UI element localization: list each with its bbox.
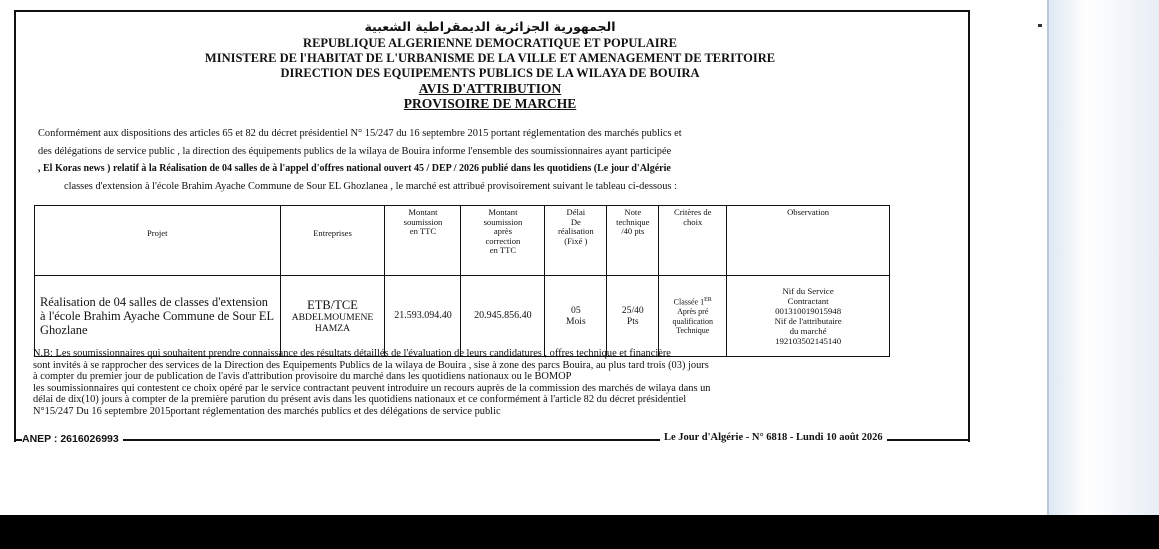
intro-line: des délégations de service public , la direction des équipements publics de la wilaya de Bouira informe l'ensemble des soumissionnaires ayant participée — [38, 145, 672, 157]
col-header-montant-soumission: Montant soumission en TTC — [385, 206, 461, 276]
nb-paragraph — [33, 348, 958, 418]
col-header-criteres: Critères de choix — [659, 206, 727, 276]
nb-line: les soumissionnaires qui contestent ce choix opéré par le service contractant peuvent introduire un recours auprès de la commission des marchés de wilaya dans un — [33, 382, 711, 394]
cell-montant-soumission: 21.593.094.40 — [385, 276, 461, 357]
notice-subtitle: PROVISOIRE DE MARCHE — [403, 96, 577, 111]
attribution-table — [34, 205, 890, 357]
direction-title: DIRECTION DES EQUIPEMENTS PUBLICS DE LA WILAYA DE BOUIRA — [280, 66, 700, 80]
nb-line: N.B: Les soumissionnaires qui souhaitent prendre connaissance des résultats détaillés de l'évaluation de leurs candidatures , offres technique et financière — [33, 348, 671, 359]
col-header-note: Note technique /40 pts — [607, 206, 659, 276]
arabic-republic-title: الجمهورية الجزائرية الديمقراطية الشعبية — [364, 19, 616, 34]
table-row — [35, 276, 890, 357]
nb-line: N°15/247 Du 16 septembre 2015portant réglementation des marchés publics et des délégations de service public — [33, 405, 501, 417]
cell-observation: Nif du Service Contractant 001310019015948 Nif de l'attributaire du marché 192103502145140 — [727, 276, 890, 357]
col-header-projet: Projet — [35, 206, 281, 276]
table-header-row — [35, 206, 890, 276]
cell-note: 25/40 Pts — [607, 276, 659, 357]
cell-criteres: Classée 1ER Après pré qualification Technique — [659, 276, 727, 357]
nb-line: à compter du premier jour de publication de l'avis d'attribution provisoire du marché dans les quotidiens nationaux ou le BOMOP — [33, 371, 572, 383]
cell-projet: Réalisation de 04 salles de classes d'extension à l'école Brahim Ayache Commune de Sour EL Ghozlane — [35, 276, 281, 357]
anep-reference: ANEP : 2616026993 — [22, 433, 123, 445]
nb-line: sont invités à se rapprocher des services de la Direction des Equipements Publics de la wilaya de Bouira , sise à zone des parcs Bouira, au plus tard trois (03) jours — [33, 359, 709, 371]
scan-edge-mark — [1038, 24, 1042, 27]
col-header-observation: Observation — [727, 206, 890, 276]
scan-seam — [1047, 0, 1049, 515]
republic-title: REPUBLIQUE ALGERIENNE DEMOCRATIQUE ET POPULAIRE — [303, 36, 677, 50]
ministry-title: MINISTERE DE l'HABITAT DE L'URBANISME DE LA VILLE ET AMENAGEMENT DE TERITOIRE — [204, 51, 776, 65]
notice-header — [20, 18, 960, 111]
notice-title: AVIS D'ATTRIBUTION — [418, 81, 562, 96]
intro-line: , El Koras news ) relatif à la Réalisation de 04 salles de à l'appel d'offres national ouvert 45 / DEP / 2026 publié dans les quotidiens (Le jour d'Algérie — [38, 163, 671, 174]
col-header-entreprises: Entreprises — [280, 206, 385, 276]
journal-reference: Le Jour d'Algérie - N° 6818 - Lundi 10 août 2026 — [660, 432, 887, 443]
col-header-delai: Délai De réalisation (Fixé ) — [545, 206, 607, 276]
cell-delai: 05 Mois — [545, 276, 607, 357]
intro-paragraph — [38, 125, 953, 195]
intro-line: Conformément aux dispositions des articles 65 et 82 du décret présidentiel N° 15/247 du 16 septembre 2015 portant réglementation des marchés publics et — [38, 128, 682, 139]
col-header-montant-correction: Montant soumission après correction en TTC — [461, 206, 545, 276]
scan-bottom-bar — [0, 515, 1159, 549]
cell-montant-correction: 20.945.856.40 — [461, 276, 545, 357]
intro-line: classes d'extension à l'école Brahim Ayache Commune de Sour EL Ghozlanea , le marché est attribué provisoirement suivant le tableau ci-dessous : — [64, 180, 677, 192]
scan-margin-strip — [1047, 0, 1159, 515]
cell-entreprise: ETB/TCE ABDELMOUMENE HAMZA — [280, 276, 385, 357]
nb-line: délai de dix(10) jours à compter de la première parution du présent avis dans les quotidiens nationaux et ce conformément à l'article 82 du décret présidentiel — [33, 394, 687, 406]
